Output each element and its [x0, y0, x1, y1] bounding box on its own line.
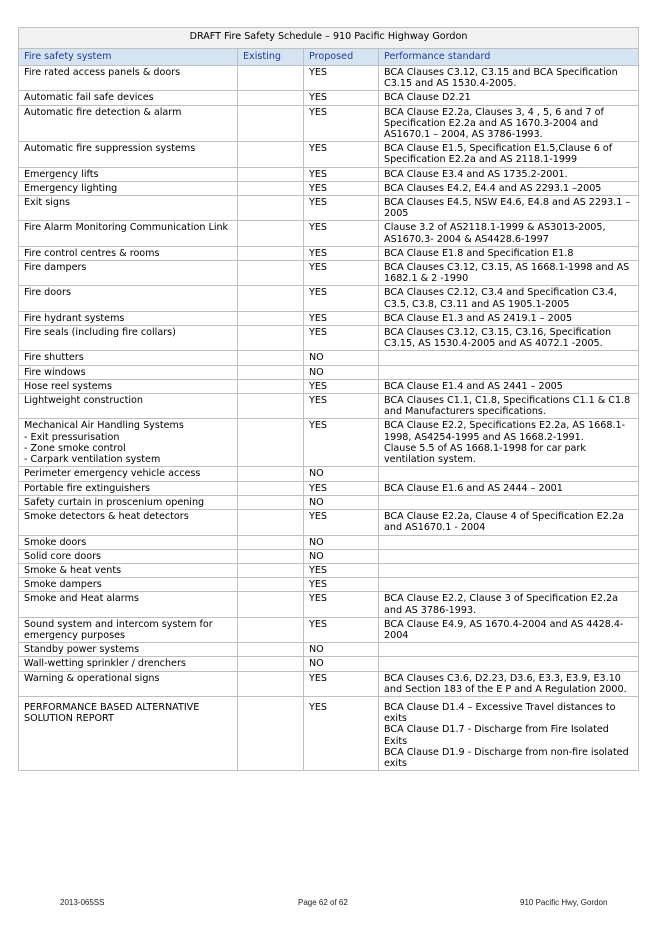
table-row: [19, 671, 639, 696]
cell-performance-standard: BCA Clause E4.9, AS 1670.4-2004 and AS 4428.4-2004: [379, 617, 639, 642]
cell-fire-safety-system: Fire rated access panels & doors: [19, 66, 238, 91]
table-row: [19, 495, 639, 509]
footer-page-number: Page 62 of 62: [298, 898, 348, 907]
table-row: [19, 365, 639, 379]
cell-existing: [238, 66, 304, 91]
cell-fire-safety-system: Automatic fire suppression systems: [19, 142, 238, 167]
cell-performance-standard: [379, 351, 639, 365]
cell-performance-standard: BCA Clause E1.5, Specification E1.5,Clause 6 of Specification E2.2a and AS 2118.1-1999: [379, 142, 639, 167]
cell-existing: [238, 643, 304, 657]
cell-proposed: YES: [304, 510, 379, 535]
cell-fire-safety-system: Fire windows: [19, 365, 238, 379]
table-row: [19, 326, 639, 351]
cell-existing: [238, 394, 304, 419]
cell-fire-safety-system: Smoke & heat vents: [19, 563, 238, 577]
cell-proposed: YES: [304, 91, 379, 105]
cell-existing: [238, 549, 304, 563]
cell-proposed: YES: [304, 167, 379, 181]
table-title-row: [19, 28, 639, 49]
cell-performance-standard: BCA Clauses C3.12, C3.15, C3.16, Specification C3.15, AS 1530.4-2005 and AS 4072.1 -2005.: [379, 326, 639, 351]
cell-existing: [238, 261, 304, 286]
cell-fire-safety-system: Solid core doors: [19, 549, 238, 563]
table-row: [19, 142, 639, 167]
cell-proposed: NO: [304, 657, 379, 671]
cell-fire-safety-system: Fire shutters: [19, 351, 238, 365]
cell-existing: [238, 181, 304, 195]
cell-performance-standard: BCA Clauses E4.5, NSW E4.6, E4.8 and AS 2293.1 – 2005: [379, 196, 639, 221]
header-existing: Existing: [238, 49, 304, 66]
cell-proposed: YES: [304, 394, 379, 419]
cell-performance-standard: [379, 549, 639, 563]
cell-performance-standard: BCA Clause E1.4 and AS 2441 – 2005: [379, 379, 639, 393]
cell-proposed: YES: [304, 617, 379, 642]
cell-proposed: YES: [304, 311, 379, 325]
cell-proposed: YES: [304, 66, 379, 91]
cell-fire-safety-system: Sound system and intercom system for emergency purposes: [19, 617, 238, 642]
cell-performance-standard: BCA Clause E2.2a, Clause 4 of Specification E2.2a and AS1670.1 - 2004: [379, 510, 639, 535]
table-row: [19, 196, 639, 221]
cell-existing: [238, 696, 304, 770]
cell-proposed: YES: [304, 105, 379, 142]
cell-performance-standard: Clause 3.2 of AS2118.1-1999 & AS3013-2005, AS1670.3- 2004 & AS4428.6-1997: [379, 221, 639, 246]
table-row: [19, 592, 639, 617]
cell-existing: [238, 495, 304, 509]
cell-proposed: YES: [304, 419, 379, 467]
cell-proposed: YES: [304, 326, 379, 351]
cell-performance-standard: BCA Clause E1.8 and Specification E1.8: [379, 246, 639, 260]
cell-performance-standard: [379, 365, 639, 379]
cell-fire-safety-system: Emergency lighting: [19, 181, 238, 195]
cell-fire-safety-system: Perimeter emergency vehicle access: [19, 467, 238, 481]
cell-performance-standard: [379, 495, 639, 509]
table-title: DRAFT Fire Safety Schedule – 910 Pacific Highway Gordon: [19, 28, 639, 49]
table-row: [19, 286, 639, 311]
cell-existing: [238, 578, 304, 592]
footer-address: 910 Pacific Hwy, Gordon: [520, 898, 608, 907]
cell-proposed: YES: [304, 221, 379, 246]
cell-existing: [238, 326, 304, 351]
cell-fire-safety-system: Warning & operational signs: [19, 671, 238, 696]
table-row: [19, 167, 639, 181]
table-row: [19, 419, 639, 467]
cell-fire-safety-system: Fire control centres & rooms: [19, 246, 238, 260]
cell-proposed: YES: [304, 196, 379, 221]
cell-existing: [238, 167, 304, 181]
cell-fire-safety-system: Smoke doors: [19, 535, 238, 549]
cell-performance-standard: [379, 467, 639, 481]
cell-existing: [238, 105, 304, 142]
table-row: [19, 549, 639, 563]
cell-performance-standard: BCA Clauses C2.12, C3.4 and Specification C3.4, C3.5, C3.8, C3.11 and AS 1905.1-2005: [379, 286, 639, 311]
cell-existing: [238, 91, 304, 105]
cell-proposed: NO: [304, 535, 379, 549]
cell-fire-safety-system: Automatic fail safe devices: [19, 91, 238, 105]
cell-performance-standard: [379, 535, 639, 549]
cell-existing: [238, 467, 304, 481]
table-row: [19, 657, 639, 671]
cell-existing: [238, 142, 304, 167]
footer-document-code: 2013-065SS: [60, 898, 105, 907]
cell-existing: [238, 379, 304, 393]
cell-proposed: YES: [304, 286, 379, 311]
cell-fire-safety-system: Hose reel systems: [19, 379, 238, 393]
cell-performance-standard: BCA Clauses E4.2, E4.4 and AS 2293.1 –2005: [379, 181, 639, 195]
cell-performance-standard: BCA Clauses C3.12, C3.15, AS 1668.1-1998 and AS 1682.1 & 2 -1990: [379, 261, 639, 286]
table-row: [19, 617, 639, 642]
cell-performance-standard: BCA Clause E1.3 and AS 2419.1 – 2005: [379, 311, 639, 325]
cell-proposed: YES: [304, 246, 379, 260]
table-row: [19, 643, 639, 657]
cell-existing: [238, 221, 304, 246]
table-row: [19, 578, 639, 592]
cell-proposed: YES: [304, 379, 379, 393]
table-header-row: [19, 49, 639, 66]
cell-fire-safety-system: Fire hydrant systems: [19, 311, 238, 325]
cell-fire-safety-system: Standby power systems: [19, 643, 238, 657]
cell-fire-safety-system: PERFORMANCE BASED ALTERNATIVE SOLUTION REPORT: [19, 696, 238, 770]
cell-fire-safety-system: Mechanical Air Handling Systems - Exit pressurisation - Zone smoke control - Carpark ventilation system: [19, 419, 238, 467]
table-row: [19, 535, 639, 549]
cell-proposed: YES: [304, 563, 379, 577]
table-row: [19, 261, 639, 286]
cell-performance-standard: BCA Clause D2.21: [379, 91, 639, 105]
cell-fire-safety-system: Emergency lifts: [19, 167, 238, 181]
cell-existing: [238, 535, 304, 549]
fire-safety-schedule-table: [18, 27, 639, 771]
cell-fire-safety-system: Lightweight construction: [19, 394, 238, 419]
table-row: [19, 563, 639, 577]
cell-existing: [238, 365, 304, 379]
cell-performance-standard: [379, 643, 639, 657]
cell-fire-safety-system: Portable fire extinguishers: [19, 481, 238, 495]
cell-fire-safety-system: Automatic fire detection & alarm: [19, 105, 238, 142]
cell-fire-safety-system: Fire dampers: [19, 261, 238, 286]
table-row: [19, 394, 639, 419]
cell-existing: [238, 671, 304, 696]
header-proposed: Proposed: [304, 49, 379, 66]
cell-performance-standard: BCA Clause E3.4 and AS 1735.2-2001.: [379, 167, 639, 181]
cell-fire-safety-system: Smoke and Heat alarms: [19, 592, 238, 617]
table-row: [19, 66, 639, 91]
cell-fire-safety-system: Smoke detectors & heat detectors: [19, 510, 238, 535]
table-row: [19, 105, 639, 142]
header-performance-standard: Performance standard: [379, 49, 639, 66]
table-row: [19, 181, 639, 195]
cell-fire-safety-system: Fire doors: [19, 286, 238, 311]
cell-proposed: YES: [304, 696, 379, 770]
cell-fire-safety-system: Smoke dampers: [19, 578, 238, 592]
cell-proposed: NO: [304, 643, 379, 657]
table-row: [19, 467, 639, 481]
cell-fire-safety-system: Wall-wetting sprinkler / drenchers: [19, 657, 238, 671]
cell-proposed: YES: [304, 261, 379, 286]
cell-fire-safety-system: Fire seals (including fire collars): [19, 326, 238, 351]
table-row: [19, 379, 639, 393]
cell-fire-safety-system: Exit signs: [19, 196, 238, 221]
cell-performance-standard: BCA Clause E2.2a, Clauses 3, 4 , 5, 6 and 7 of Specification E2.2a and AS 1670.3-2004 and AS1670.1 – 2004, AS 3786-1993.: [379, 105, 639, 142]
cell-existing: [238, 351, 304, 365]
cell-existing: [238, 510, 304, 535]
table-row: [19, 351, 639, 365]
cell-performance-standard: BCA Clauses C3.6, D2.23, D3.6, E3.3, E3.9, E3.10 and Section 183 of the E P and A Regulation 2000.: [379, 671, 639, 696]
cell-proposed: NO: [304, 365, 379, 379]
cell-existing: [238, 419, 304, 467]
cell-performance-standard: BCA Clause D1.4 – Excessive Travel distances to exits BCA Clause D1.7 - Discharge from Fire Isolated Exits BCA Clause D1.9 - Discharge from non-fire isolated exits: [379, 696, 639, 770]
cell-performance-standard: BCA Clause E1.6 and AS 2444 – 2001: [379, 481, 639, 495]
cell-proposed: YES: [304, 481, 379, 495]
table-row: [19, 510, 639, 535]
table-row: [19, 221, 639, 246]
cell-proposed: NO: [304, 467, 379, 481]
table-row: [19, 311, 639, 325]
cell-performance-standard: [379, 563, 639, 577]
header-fire-safety-system: Fire safety system: [19, 49, 238, 66]
cell-existing: [238, 592, 304, 617]
cell-performance-standard: [379, 657, 639, 671]
cell-existing: [238, 657, 304, 671]
cell-existing: [238, 617, 304, 642]
cell-proposed: YES: [304, 181, 379, 195]
cell-proposed: YES: [304, 671, 379, 696]
cell-proposed: NO: [304, 351, 379, 365]
cell-fire-safety-system: Fire Alarm Monitoring Communication Link: [19, 221, 238, 246]
cell-existing: [238, 286, 304, 311]
cell-performance-standard: BCA Clauses C3.12, C3.15 and BCA Specification C3.15 and AS 1530.4-2005.: [379, 66, 639, 91]
cell-proposed: NO: [304, 549, 379, 563]
cell-fire-safety-system: Safety curtain in proscenium opening: [19, 495, 238, 509]
table-row: [19, 696, 639, 770]
cell-existing: [238, 196, 304, 221]
cell-proposed: YES: [304, 578, 379, 592]
cell-existing: [238, 481, 304, 495]
cell-existing: [238, 311, 304, 325]
table-row: [19, 91, 639, 105]
cell-performance-standard: [379, 578, 639, 592]
cell-proposed: YES: [304, 142, 379, 167]
cell-performance-standard: BCA Clause E2.2, Specifications E2.2a, AS 1668.1-1998, AS4254-1995 and AS 1668.2-1991. Clause 5.5 of AS 1668.1-1998 for car park ventilation system.: [379, 419, 639, 467]
cell-performance-standard: BCA Clause E2.2, Clause 3 of Specification E2.2a and AS 3786-1993.: [379, 592, 639, 617]
cell-existing: [238, 563, 304, 577]
cell-proposed: NO: [304, 495, 379, 509]
cell-proposed: YES: [304, 592, 379, 617]
table-row: [19, 481, 639, 495]
cell-performance-standard: BCA Clauses C1.1, C1.8, Specifications C1.1 & C1.8 and Manufacturers specifications.: [379, 394, 639, 419]
table-row: [19, 246, 639, 260]
cell-existing: [238, 246, 304, 260]
